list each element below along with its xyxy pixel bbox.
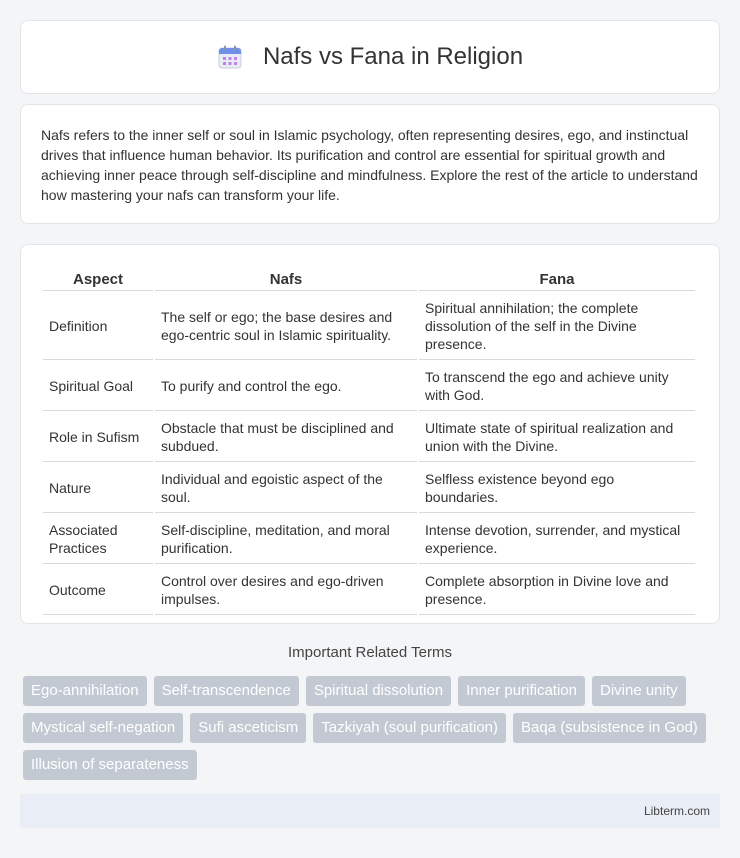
header-nafs: Nafs <box>155 267 417 291</box>
cell-fana: Spiritual annihilation; the complete dissolution of the self in the Divine presence. <box>419 293 695 360</box>
table-row <box>43 566 695 615</box>
intro-card <box>20 104 720 224</box>
cell-aspect: Outcome <box>43 566 153 615</box>
table-row <box>43 362 695 411</box>
related-term-tag[interactable]: Spiritual dissolution <box>306 676 451 706</box>
related-term-tag[interactable]: Self-transcendence <box>154 676 299 706</box>
related-term-tag[interactable]: Illusion of separateness <box>23 750 197 780</box>
cell-aspect: Definition <box>43 293 153 360</box>
related-term-tag[interactable]: Baqa (subsistence in God) <box>513 713 706 743</box>
cell-aspect: Spiritual Goal <box>43 362 153 411</box>
calendar-icon <box>217 44 243 70</box>
cell-fana: Ultimate state of spiritual realization and union with the Divine. <box>419 413 695 462</box>
table-row <box>43 515 695 564</box>
cell-nafs: Individual and egoistic aspect of the soul. <box>155 464 417 513</box>
footer-site-link[interactable]: Libterm.com <box>643 804 710 818</box>
cell-nafs: Self-discipline, meditation, and moral purification. <box>155 515 417 564</box>
related-term-tag[interactable]: Mystical self-negation <box>23 713 183 743</box>
header-aspect: Aspect <box>43 267 153 291</box>
cell-fana: Selfless existence beyond ego boundaries. <box>419 464 695 513</box>
page-title: Nafs vs Fana in Religion <box>262 43 524 70</box>
related-term-tag[interactable]: Inner purification <box>458 676 585 706</box>
cell-aspect: Nature <box>43 464 153 513</box>
cell-aspect: Role in Sufism <box>43 413 153 462</box>
related-term-tag[interactable]: Divine unity <box>592 676 686 706</box>
related-terms-list <box>23 676 723 780</box>
related-term-tag[interactable]: Ego-annihilation <box>23 676 147 706</box>
table-row <box>43 413 695 462</box>
footer <box>20 794 720 828</box>
cell-fana: Complete absorption in Divine love and presence. <box>419 566 695 615</box>
cell-nafs: Obstacle that must be disciplined and subdued. <box>155 413 417 462</box>
table-header-row <box>43 267 695 291</box>
cell-nafs: The self or ego; the base desires and ego-centric soul in Islamic spirituality. <box>155 293 417 360</box>
cell-nafs: To purify and control the ego. <box>155 362 417 411</box>
cell-aspect: Associated Practices <box>43 515 153 564</box>
header-card <box>20 20 720 94</box>
cell-fana: Intense devotion, surrender, and mystical experience. <box>419 515 695 564</box>
related-term-tag[interactable]: Tazkiyah (soul purification) <box>313 713 506 743</box>
related-terms-title: Important Related Terms <box>288 644 452 661</box>
table-row <box>43 464 695 513</box>
comparison-table <box>41 265 697 617</box>
table-row <box>43 293 695 360</box>
header-fana: Fana <box>419 267 695 291</box>
cell-nafs: Control over desires and ego-driven impulses. <box>155 566 417 615</box>
cell-fana: To transcend the ego and achieve unity with God. <box>419 362 695 411</box>
related-term-tag[interactable]: Sufi asceticism <box>190 713 306 743</box>
comparison-table-card <box>20 244 720 624</box>
intro-text: Nafs refers to the inner self or soul in Islamic psychology, often representing desires, ego, and instinctual drives that influence human behavior. Its purification and control are essential for spiritual growth and achieving inner peace through self-discipline and mindfulness. Explore the rest of the article to understand how mastering your nafs can transform your life. <box>41 127 698 203</box>
